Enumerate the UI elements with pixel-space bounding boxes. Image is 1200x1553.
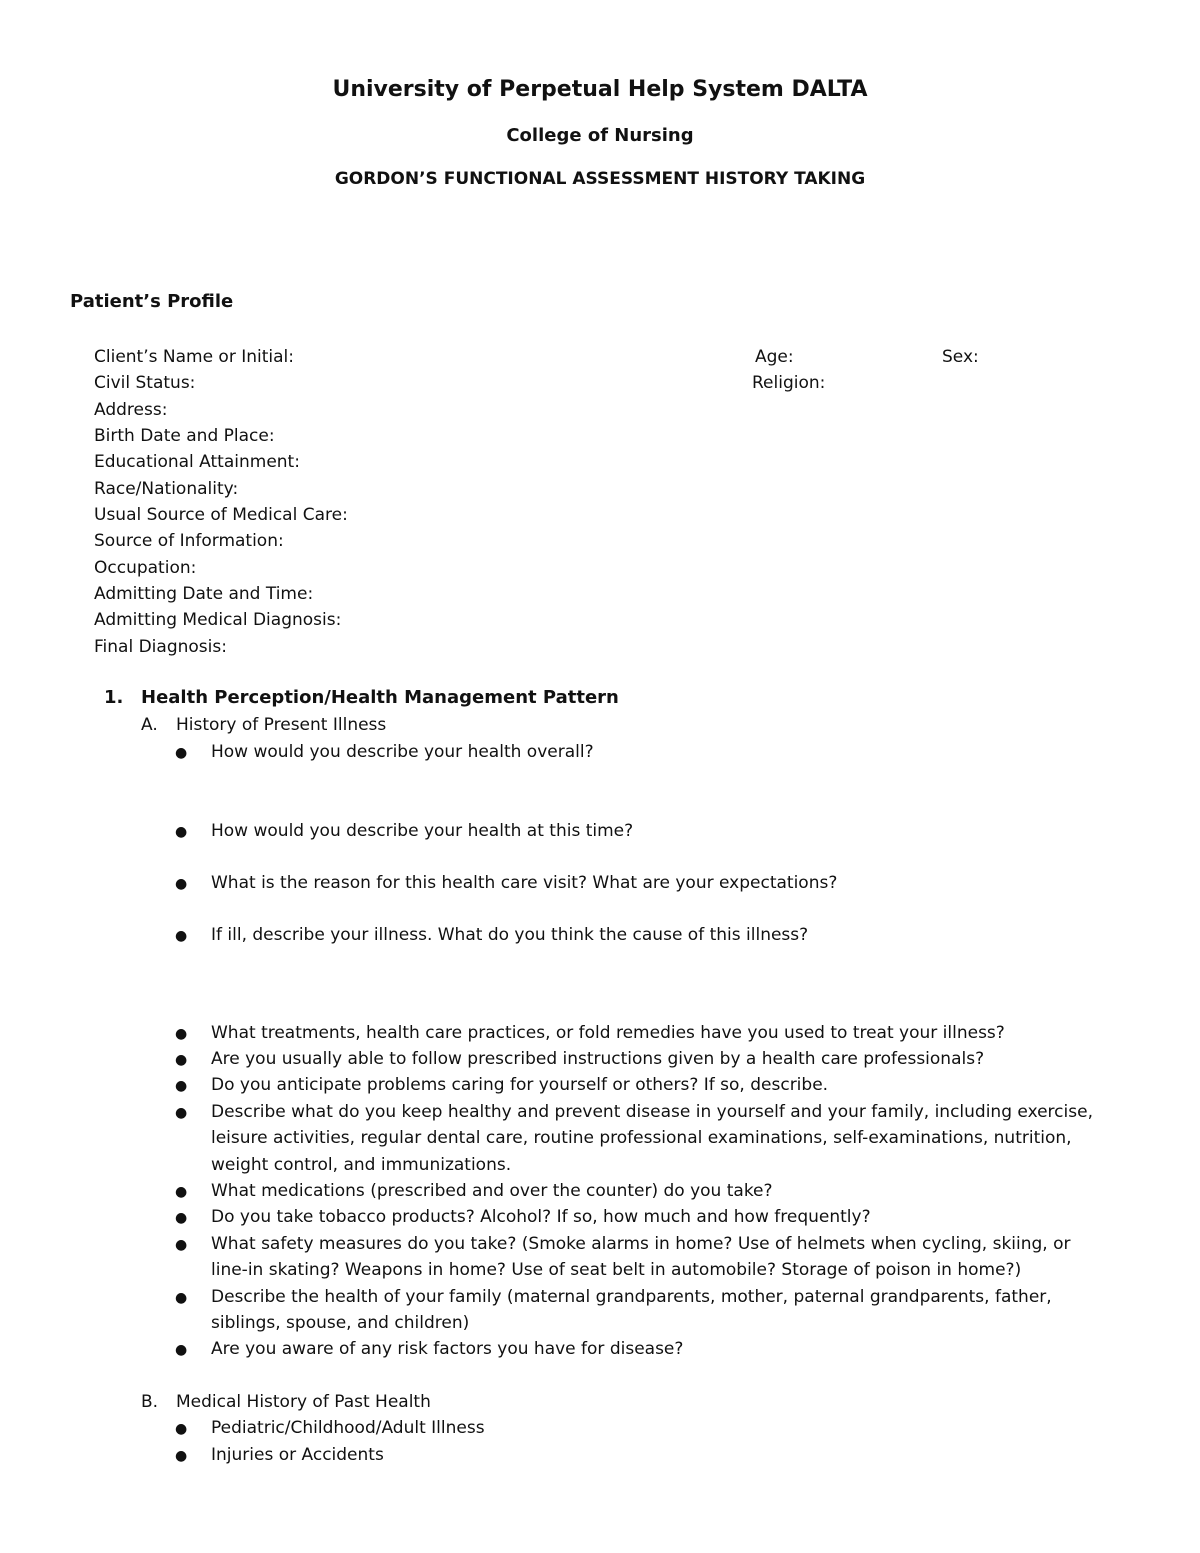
question-line: Are you aware of any risk factors you have for disease?	[211, 1339, 684, 1359]
bullet-icon: ●	[175, 1421, 188, 1437]
question-line: If ill, describe your illness. What do you think the cause of this illness?	[211, 925, 809, 945]
question-line: How would you describe your health overall?	[211, 742, 594, 762]
subsection-a-title: History of Present Illness	[176, 715, 387, 735]
bullet-icon: ●	[175, 928, 188, 944]
subsection-a-letter: A.	[141, 715, 158, 735]
profile-field: Usual Source of Medical Care:	[94, 505, 348, 525]
profile-field: Educational Attainment:	[94, 452, 300, 472]
bullet-icon: ●	[175, 1184, 188, 1200]
patient-profile-heading: Patient’s Profile	[70, 291, 234, 312]
bullet-icon: ●	[175, 1052, 188, 1068]
question-line: What is the reason for this health care visit? What are your expectations?	[211, 873, 838, 893]
question-line: Do you anticipate problems caring for yourself or others? If so, describe.	[211, 1075, 829, 1095]
sex-label: Sex:	[942, 347, 979, 367]
bullet-icon: ●	[175, 1210, 188, 1226]
form-title: GORDON’S FUNCTIONAL ASSESSMENT HISTORY TAKING	[334, 169, 866, 189]
subsection-b-letter: B.	[141, 1392, 159, 1412]
question-line: What medications (prescribed and over the counter) do you take?	[211, 1181, 773, 1201]
profile-field: Source of Information:	[94, 531, 284, 551]
profile-field: Final Diagnosis:	[94, 637, 227, 657]
question-line: How would you describe your health at this time?	[211, 821, 634, 841]
profile-field: Birth Date and Place:	[94, 426, 275, 446]
profile-field: Admitting Date and Time:	[94, 584, 314, 604]
list-item: Pediatric/Childhood/Adult Illness	[211, 1418, 485, 1438]
bullet-icon: ●	[175, 745, 188, 761]
profile-field: Client’s Name or Initial:	[94, 347, 294, 367]
profile-field: Address:	[94, 400, 168, 420]
question-line: Describe what do you keep healthy and prevent disease in yourself and your family, including exercise,	[211, 1102, 1093, 1122]
bullet-icon: ●	[175, 1078, 188, 1094]
bullet-icon: ●	[175, 1237, 188, 1253]
bullet-icon: ●	[175, 824, 188, 840]
bullet-icon: ●	[175, 1290, 188, 1306]
question-line: Describe the health of your family (maternal grandparents, mother, paternal grandparents, father,	[211, 1287, 1052, 1307]
pattern-number: 1.	[104, 687, 124, 708]
list-item: Injuries or Accidents	[211, 1445, 384, 1465]
profile-field: Admitting Medical Diagnosis:	[94, 610, 342, 630]
bullet-icon: ●	[175, 1026, 188, 1042]
college-title: College of Nursing	[506, 125, 694, 146]
question-line: Do you take tobacco products? Alcohol? If so, how much and how frequently?	[211, 1207, 871, 1227]
age-label: Age:	[755, 347, 794, 367]
religion-label: Religion:	[752, 373, 826, 393]
profile-field: Civil Status:	[94, 373, 196, 393]
profile-field: Occupation:	[94, 558, 197, 578]
profile-field: Race/Nationality:	[94, 479, 239, 499]
subsection-b-title: Medical History of Past Health	[176, 1392, 431, 1412]
bullet-icon: ●	[175, 1105, 188, 1121]
question-line: What safety measures do you take? (Smoke alarms in home? Use of helmets when cycling, skiing, or	[211, 1234, 1071, 1254]
bullet-icon: ●	[175, 876, 188, 892]
question-line: Are you usually able to follow prescribed instructions given by a health care professionals?	[211, 1049, 985, 1069]
bullet-icon: ●	[175, 1342, 188, 1358]
pattern-title: Health Perception/Health Management Pattern	[141, 687, 619, 708]
question-line: leisure activities, regular dental care, routine professional examinations, self-examinations, nutrition,	[211, 1128, 1072, 1148]
university-title: University of Perpetual Help System DALTA	[332, 77, 868, 102]
question-line: siblings, spouse, and children)	[211, 1313, 470, 1333]
question-line: line-in skating? Weapons in home? Use of seat belt in automobile? Storage of poison in home?)	[211, 1260, 1022, 1280]
question-line: What treatments, health care practices, or fold remedies have you used to treat your illness?	[211, 1023, 1005, 1043]
question-line: weight control, and immunizations.	[211, 1155, 512, 1175]
bullet-icon: ●	[175, 1448, 188, 1464]
